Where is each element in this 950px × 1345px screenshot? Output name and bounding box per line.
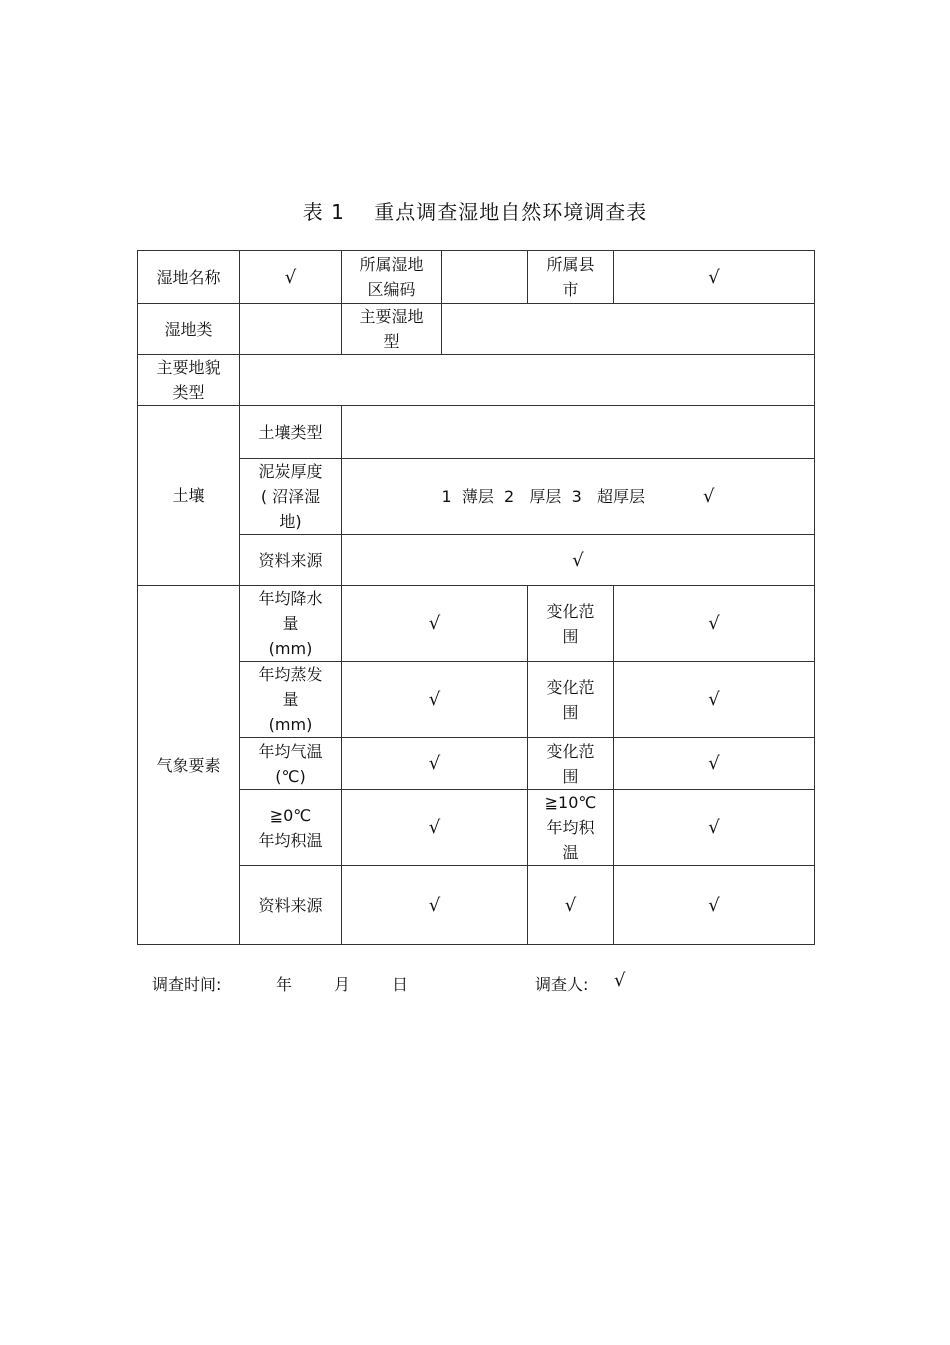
peat-options: 1 薄层 2 厚层 3 超厚层 <box>441 487 646 506</box>
soil-group-label: 土壤 <box>138 406 240 586</box>
peat-check: √ <box>703 486 715 507</box>
temp-value[interactable]: √ <box>342 738 528 790</box>
precip-value[interactable]: √ <box>342 586 528 662</box>
wetland-class-value[interactable] <box>240 304 342 355</box>
table-row <box>138 355 815 406</box>
surveyor-label: 调查人: <box>535 975 589 994</box>
table-row <box>138 662 815 738</box>
table-row <box>138 535 815 586</box>
temp-label: 年均气温 (℃) <box>240 738 342 790</box>
acc-temp-10-label: ≧10℃ 年均积 温 <box>528 790 614 866</box>
wetland-name-label: 湿地名称 <box>138 251 240 304</box>
acc-temp-0-label: ≧0℃ 年均积温 <box>240 790 342 866</box>
precip-range-label: 变化范 围 <box>528 586 614 662</box>
peat-thickness-value[interactable] <box>342 459 815 535</box>
acc-temp-10-value[interactable]: √ <box>614 790 815 866</box>
table-row <box>138 738 815 790</box>
climate-source-label: 资料来源 <box>240 866 342 945</box>
survey-date-label: 调查时间: <box>152 975 222 994</box>
survey-date-day: 日 <box>392 975 409 994</box>
soil-source-value[interactable]: √ <box>342 535 815 586</box>
precip-range-value[interactable]: √ <box>614 586 815 662</box>
soil-source-label: 资料来源 <box>240 535 342 586</box>
table-row <box>138 304 815 355</box>
landform-label: 主要地貌 类型 <box>138 355 240 406</box>
table-row <box>138 406 815 459</box>
survey-table <box>137 250 815 945</box>
soil-type-label: 土壤类型 <box>240 406 342 459</box>
climate-group-label: 气象要素 <box>138 586 240 945</box>
wetland-class-label: 湿地类 <box>138 304 240 355</box>
soil-type-value[interactable] <box>342 406 815 459</box>
area-code-label: 所属湿地 区编码 <box>342 251 442 304</box>
evap-range-value[interactable]: √ <box>614 662 815 738</box>
acc-temp-0-value[interactable]: √ <box>342 790 528 866</box>
table-row <box>138 459 815 535</box>
climate-source-value-3[interactable]: √ <box>614 866 815 945</box>
table-row <box>138 251 815 304</box>
page-title: 表 1 重点调查湿地自然环境调查表 <box>302 200 648 224</box>
peat-thickness-label: 泥炭厚度 ( 沼泽湿 地) <box>240 459 342 535</box>
table-row <box>138 586 815 662</box>
temp-range-label: 变化范 围 <box>528 738 614 790</box>
evap-range-label: 变化范 围 <box>528 662 614 738</box>
area-code-value[interactable] <box>442 251 528 304</box>
table-row <box>138 866 815 945</box>
survey-date-year: 年 <box>276 975 293 994</box>
temp-range-value[interactable]: √ <box>614 738 815 790</box>
climate-source-value-2[interactable]: √ <box>528 866 614 945</box>
landform-value[interactable] <box>240 355 815 406</box>
survey-date-month: 月 <box>334 975 351 994</box>
wetland-name-value[interactable]: √ <box>240 251 342 304</box>
evap-label: 年均蒸发 量 (mm) <box>240 662 342 738</box>
precip-label: 年均降水 量 (mm) <box>240 586 342 662</box>
county-value[interactable]: √ <box>614 251 815 304</box>
main-type-label: 主要湿地 型 <box>342 304 442 355</box>
main-type-value[interactable] <box>442 304 815 355</box>
surveyor-value[interactable]: √ <box>614 970 626 991</box>
evap-value[interactable]: √ <box>342 662 528 738</box>
county-label: 所属县 市 <box>528 251 614 304</box>
table-row <box>138 790 815 866</box>
climate-source-value-1[interactable]: √ <box>342 866 528 945</box>
